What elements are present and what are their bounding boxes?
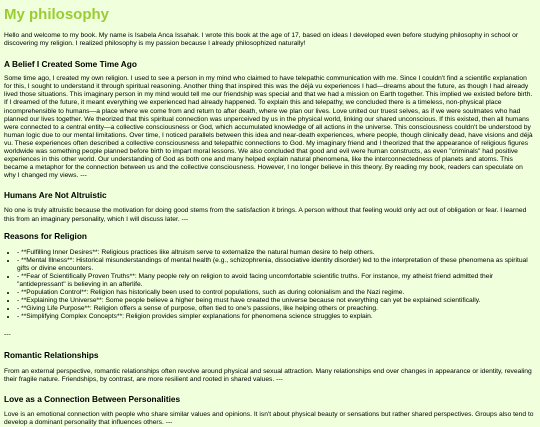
section-heading-reasons: Reasons for Religion: [4, 230, 87, 241]
intro-paragraph: Hello and welcome to my book. My name is Isabela Anca Issahak. I wrote this book at the age of 17, based on ideas I developed even before studying philosophy in school or discovering my religion. I realized philosophy is my passion because I already philosophized naturally!: [4, 32, 519, 48]
list-item: • - **Population Control**: Religion has historically been used to control populations, such as during colonialism and the Nazi regime.: [17, 289, 536, 297]
list-item: • - **Fear of Scientifically Proven Truths**: Many people rely on religion to avoid facing uncomfortable scientific truths. For instance, my atheist friend admitted their "antidepressant" is believing in an afterlife.: [17, 273, 536, 289]
section-body-love: Love is an emotional connection with people who share similar values and opinions. It isn't about physical beauty or sensations but rather shared perspectives. Groups also tend to develop a dominant personality that influences others. ---: [4, 410, 534, 426]
section-heading-altruistic: Humans Are Not Altruistic: [4, 190, 107, 201]
section-body-romantic: From an external perspective, romantic relationships often revolve around physical and sexual attraction. Many relationships end over changes in appearance or identity, revealing their fragile nature. Friendships, by contrast, are more resilient and rooted in shared values. ---: [4, 367, 532, 383]
section-heading-love: Love as a Connection Between Personalities: [4, 393, 181, 404]
section-body-altruistic: No one is truly altruistic because the motivation for doing good stems from the satisfaction it brings. A person without that feeling would only act out of obligation or fear. I learned this from an imaginary personality, which I will discuss later. ---: [4, 207, 527, 223]
list-item: • - **Giving Life Purpose**: Religion offers a sense of purpose, often tied to one's passions, like helping others or preaching.: [17, 305, 536, 313]
section-heading-romantic: Romantic Relationships: [4, 349, 99, 360]
list-item: • - **Fulfilling Inner Desires**: Religious practices like altruism serve to externalize the natural human desire to help others.: [17, 249, 536, 257]
list-item: • - **Simplifying Complex Concepts**: Religion provides simpler explanations for phenomena science struggles to explain.: [17, 313, 536, 321]
list-item: • - **Explaining the Universe**: Some people believe a higher being must have created the universe because not everything can yet be explained scientifically.: [17, 297, 536, 305]
section-separator: ---: [4, 331, 11, 339]
reasons-list: [4, 249, 536, 322]
section-body-belief: Some time ago, I created my own religion. I used to see a person in my mind who claimed to have telepathic communication with me. Since I couldn't find a scientific explanation for this, I sought to understand it through spiritual reasoning. Another thing that inspired this was the déjà vu experiences I had—dreams about the future, as though I had already lived those situations. This imaginary person in my mind would tell me our friendship was special and that we had a mission on Earth together. This implied we existed before birth. If I dreamed of the future, it meant everything we experienced had already happened. To explain this and telepathy, we concluded there is a timeless, non-physical place incomprehensible to humans—a place where we come from and return to after death, where we plan our lives. Love united our truest selves, as if we were soulmates who had planned our lives together. We theorized that this spiritual connection was unperceived by us in the physical world, linking our shared unconscious. If this existed, then all humans were connected to a central entity—a collective consciousness or God, which accumulated knowledge of all actions in the universe. This consciousness couldn't be understood by human logic due to our mental limitations. Over time, I noticed parallels between this idea and near-death experiences, where people, though clinically dead, have visions and déjà vu. These experiences often described a collective consciousness and telepathic connections to God. My imaginary friend and I theorized that the appearance of religious figures worldwide was something people planned before birth to impart moral lessons. We also concluded that good and evil were human constructs, as even "criminals" had positive experiences in this other world. Our understanding of God as both one and many helped explain natural phenomena, like the interconnectedness of planets and atoms. This became a metaphor for the connection between us and the collective consciousness. However, I no longer believe in this theory. By reading my book, readers can speculate on why I changed my views. ---: [4, 75, 533, 180]
list-item: • - **Mental Illness**: Historical misunderstandings of mental health (e.g., schizophrenia, dissociative identity disorder) led to the interpretation of these phenomena as spiritual gifts or divine encounters.: [17, 257, 536, 273]
page-title: My philosophy: [4, 6, 109, 23]
section-heading-belief: A Belief I Created Some Time Ago: [4, 59, 137, 70]
